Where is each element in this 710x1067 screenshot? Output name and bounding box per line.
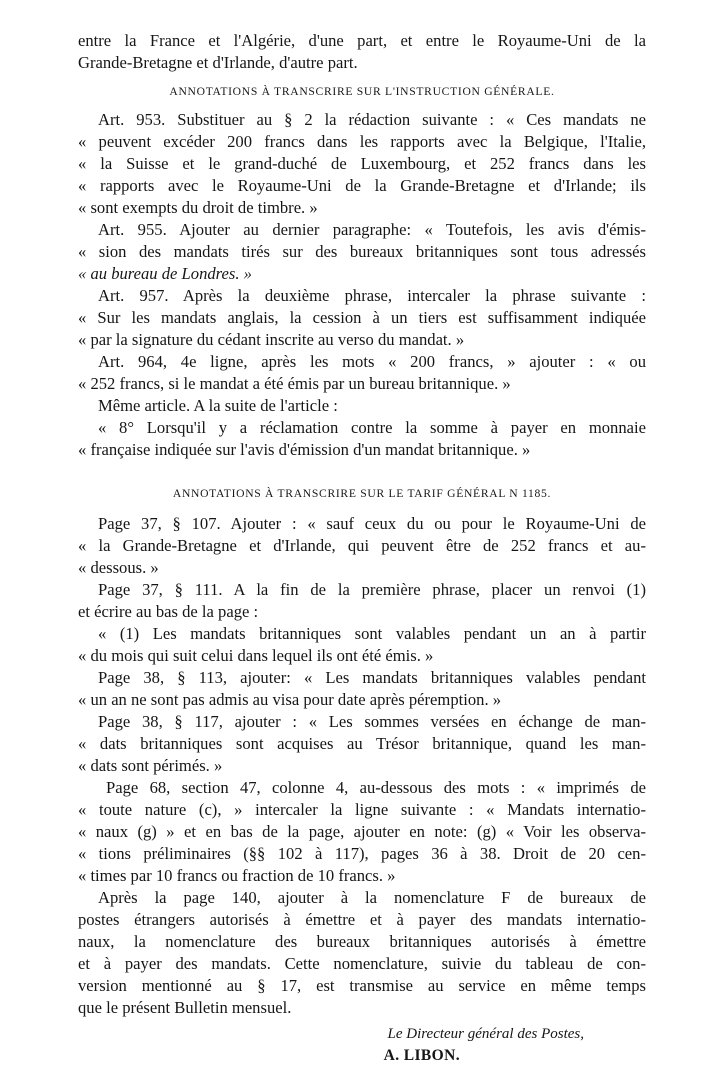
text-line: « naux (g) » et en bas de la page, ajouter en note: (g) « Voir les observa- — [78, 822, 646, 841]
text-line: « du mois qui suit celui dans lequel ils ont été émis. » — [78, 646, 434, 665]
text-line: « toute nature (c), » intercaler la ligne suivante : « Mandats internatio- — [78, 800, 646, 819]
text-line: « sont exempts du droit de timbre. » — [78, 198, 318, 217]
text-line: Page 37, § 111. A la fin de la première phrase, placer un renvoi (1) — [98, 580, 646, 599]
text-line: « dessous. » — [78, 558, 159, 577]
text-line: « tions préliminaires (§§ 102 à 117), pages 36 à 38. Droit de 20 cen- — [78, 844, 646, 863]
text-line: Grande-Bretagne et d'Irlande, d'autre part. — [78, 53, 358, 72]
text-line: Page 38, § 113, ajouter: « Les mandats britanniques valables pendant — [98, 668, 646, 687]
signature-block — [78, 1023, 646, 1067]
text-line: Art. 955. Ajouter au dernier paragraphe: « Toutefois, les avis d'émis- — [98, 220, 646, 239]
text-line: « dats sont périmés. » — [78, 756, 223, 775]
text-line: « 8° Lorsqu'il y a réclamation contre la somme à payer en monnaie — [98, 418, 646, 437]
text-line: que le présent Bulletin mensuel. — [78, 998, 292, 1017]
text-line: Page 68, section 47, colonne 4, au-dessous des mots : « imprimés de — [106, 778, 646, 797]
section-heading-tarif: ANNOTATIONS À TRANSCRIRE SUR LE TARIF GÉNÉRAL N 1185. — [172, 487, 552, 500]
text-line: « peuvent excéder 200 francs dans les rapports avec la Belgique, l'Italie, — [78, 132, 646, 151]
text-line: Art. 964, 4e ligne, après les mots « 200 francs, » ajouter : « ou — [98, 352, 646, 371]
text-line: Art. 953. Substituer au § 2 la rédaction suivante : « Ces mandats ne — [98, 110, 646, 129]
text-line: « dats britanniques sont acquises au Trésor britannique, quand les man- — [78, 734, 646, 753]
text-line: « sion des mandats tirés sur des bureaux britanniques sont tous adressés — [78, 242, 646, 261]
text-line: « Sur les mandats anglais, la cession à un tiers est suffisamment indiquée — [78, 308, 646, 327]
text-line: « française indiquée sur l'avis d'émission d'un mandat britannique. » — [78, 440, 531, 459]
text-line: Page 38, § 117, ajouter : « Les sommes versées en échange de man- — [98, 712, 646, 731]
text-line: Même article. A la suite de l'article : — [98, 396, 338, 415]
text-line: « par la signature du cédant inscrite au verso du mandat. » — [78, 330, 465, 349]
text-line: « 252 francs, si le mandat a été émis par un bureau britannique. » — [78, 374, 511, 393]
section-instruction-body — [78, 109, 646, 461]
text-line: « la Grande-Bretagne et d'Irlande, qui peuvent être de 252 francs et au- — [78, 536, 646, 555]
text-line: et écrire au bas de la page : — [78, 602, 259, 621]
text-line: « rapports avec le Royaume-Uni de la Grande-Bretagne et d'Irlande; ils — [78, 176, 646, 195]
signature-title: Le Directeur général des Postes, — [387, 1026, 584, 1042]
signature-name: A. LIBON. — [383, 1047, 460, 1064]
text-line: « au bureau de Londres. » — [78, 264, 252, 283]
text-line: Après la page 140, ajouter à la nomenclature F de bureaux de — [98, 888, 646, 907]
intro-text — [78, 30, 646, 74]
text-line: Page 37, § 107. Ajouter : « sauf ceux du ou pour le Royaume-Uni de — [98, 514, 646, 533]
text-line: et à payer des mandats. Cette nomenclature, suivie du tableau de con- — [78, 954, 646, 973]
text-line: « la Suisse et le grand-duché de Luxembourg, et 252 francs dans les — [78, 154, 646, 173]
text-line: naux, la nomenclature des bureaux britanniques autorisés à émettre — [78, 932, 646, 951]
text-line: « un an ne sont pas admis au visa pour date après péremption. » — [78, 690, 502, 709]
text-line: Art. 957. Après la deuxième phrase, intercaler la phrase suivante : — [98, 286, 646, 305]
text-line: « (1) Les mandats britanniques sont valables pendant un an à partir — [98, 624, 646, 643]
text-line: « times par 10 francs ou fraction de 10 francs. » — [78, 866, 396, 885]
text-line: postes étrangers autorisés à émettre et à payer des mandats internatio- — [78, 910, 646, 929]
section-tarif-body — [78, 513, 646, 1019]
text-line: version mentionné au § 17, est transmise au service en même temps — [78, 976, 646, 995]
text-line: entre la France et l'Algérie, d'une part, et entre le Royaume-Uni de la — [78, 31, 646, 50]
section-heading-instruction: ANNOTATIONS À TRANSCRIRE SUR L'INSTRUCTION GÉNÉRALE. — [169, 85, 555, 98]
